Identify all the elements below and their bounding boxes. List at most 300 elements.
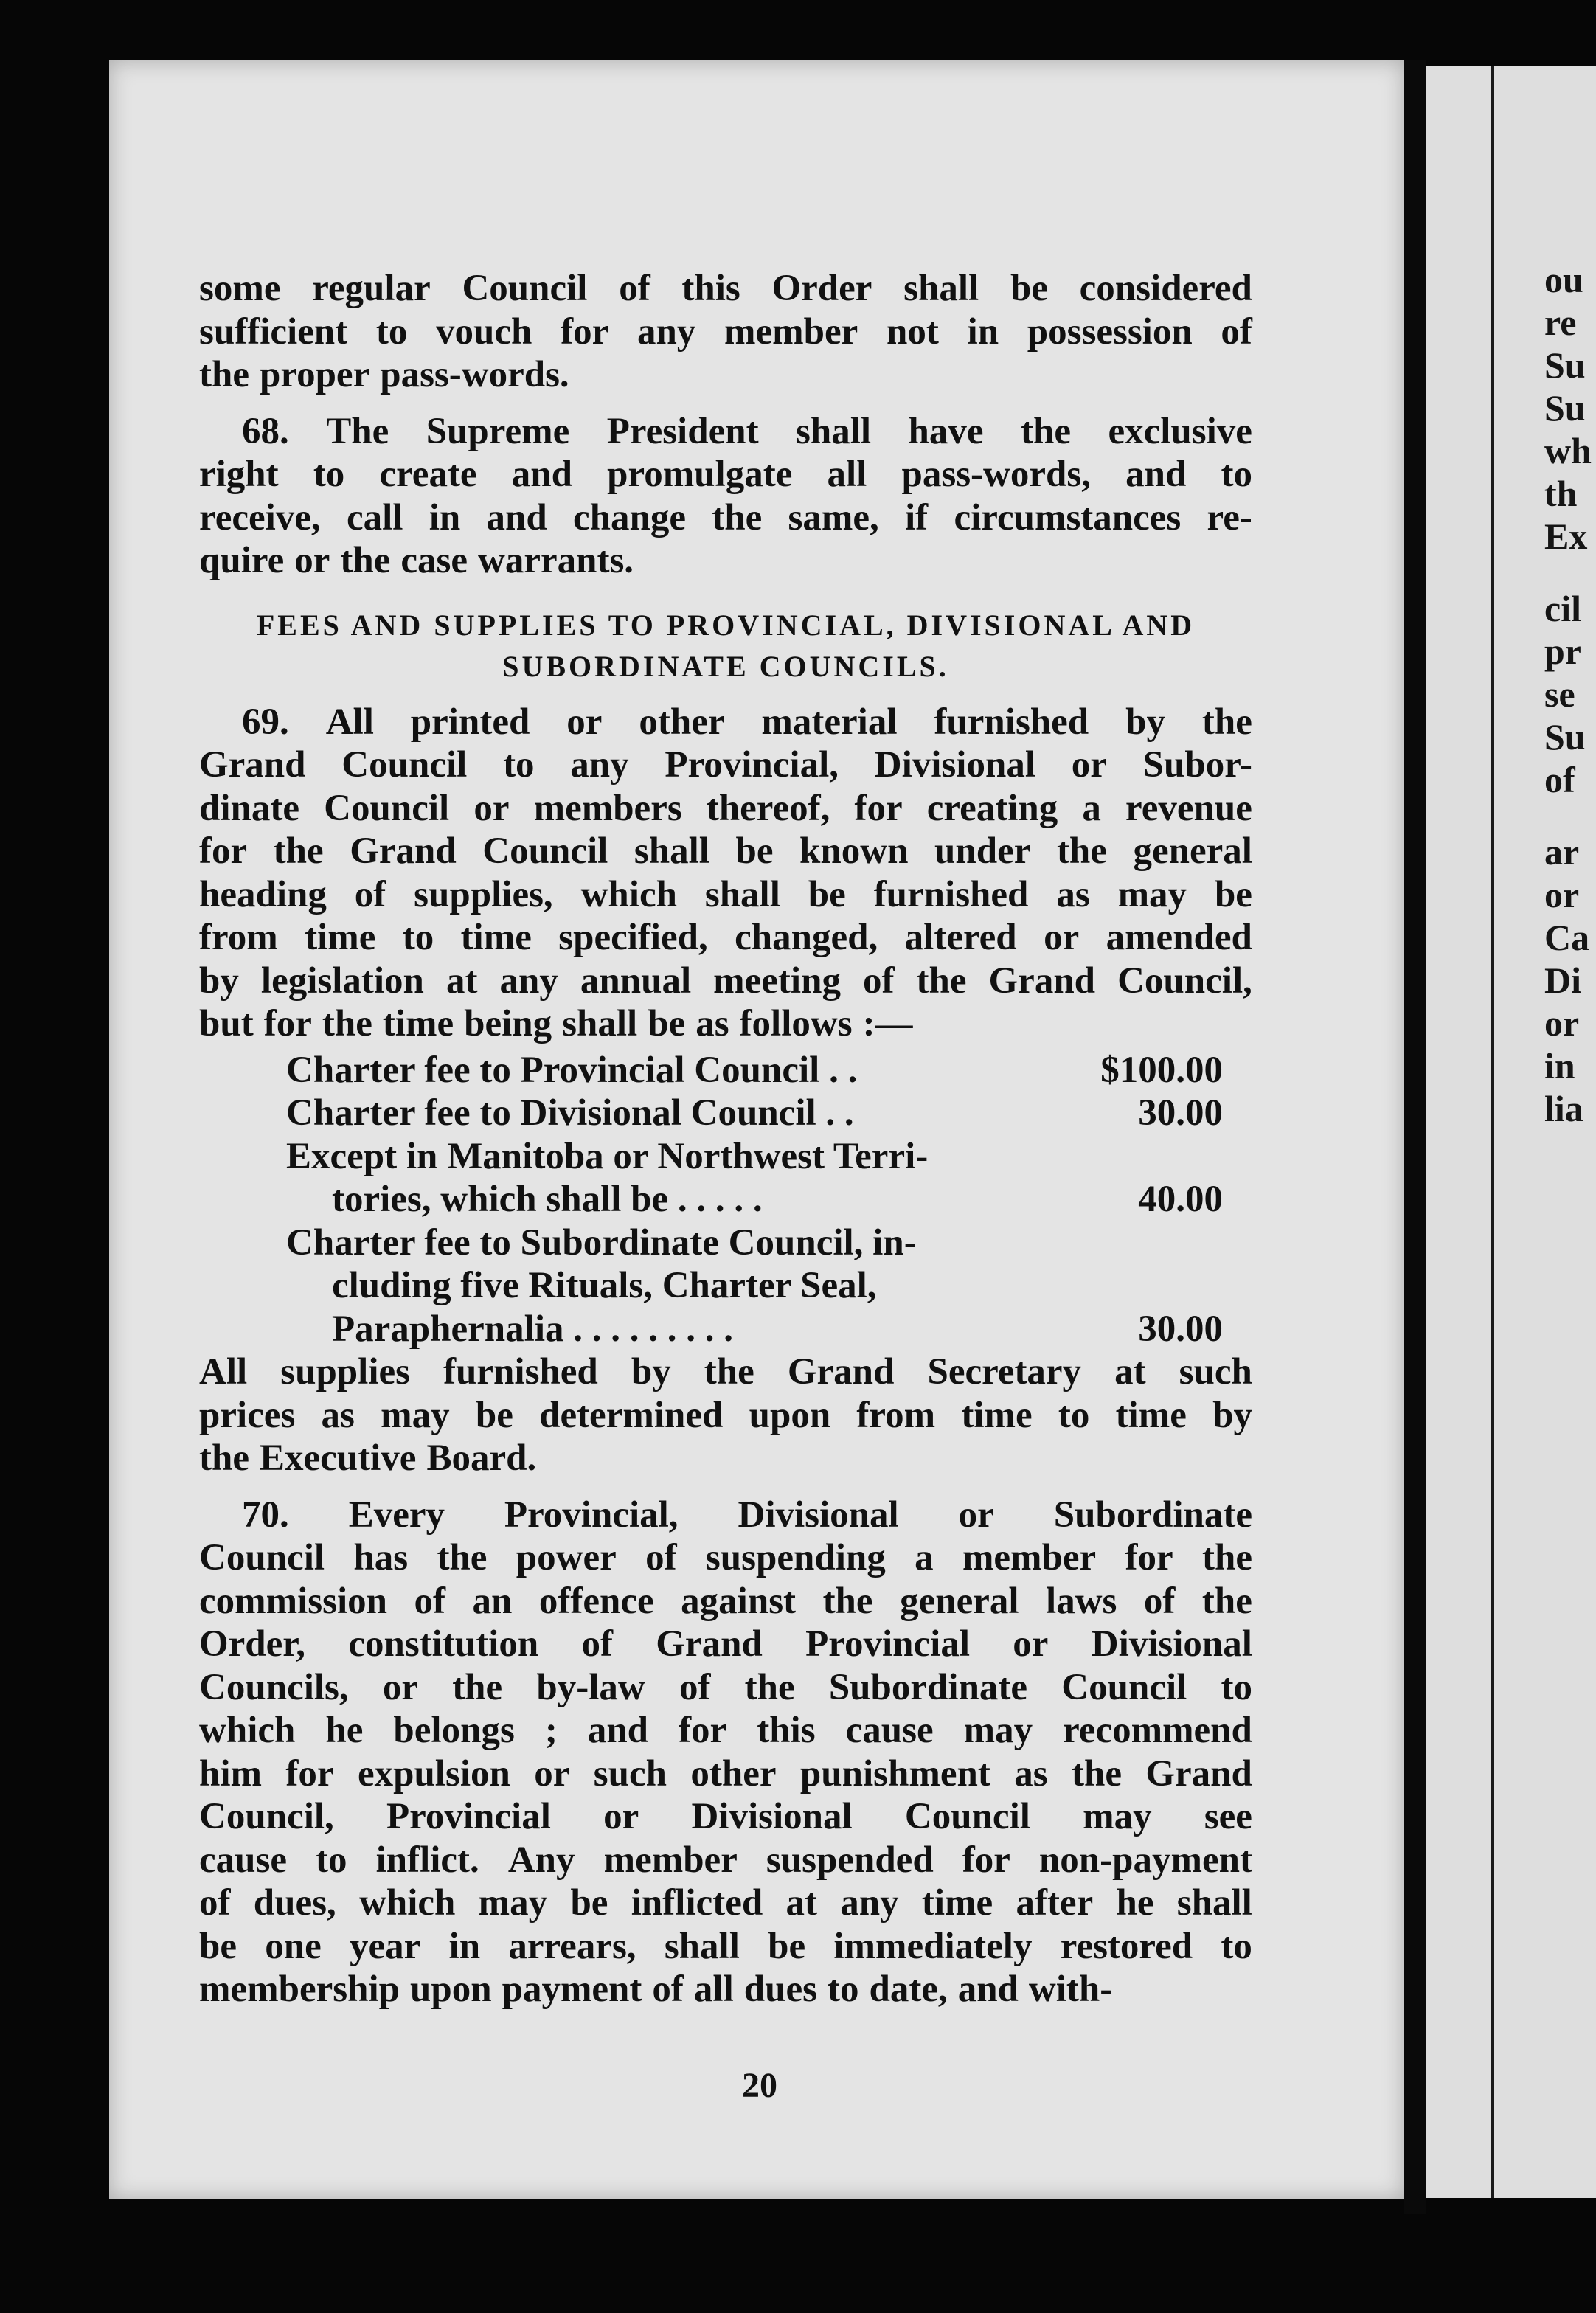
word: from — [199, 917, 278, 958]
text-line — [199, 1350, 1252, 1394]
text-line — [199, 701, 1252, 744]
word: in — [429, 496, 461, 538]
word: of — [414, 1580, 445, 1622]
word: Council — [324, 787, 450, 829]
word: ; — [544, 1710, 558, 1751]
word: be — [1010, 268, 1048, 309]
word: one — [265, 1925, 322, 1967]
word: for — [561, 311, 609, 353]
fee-amount: 30.00 — [1138, 1308, 1223, 1350]
word: or — [1013, 1623, 1049, 1665]
adjacent-page-fragment: Di — [1544, 960, 1581, 1001]
word: promulgate — [607, 454, 793, 495]
text-line — [199, 267, 1252, 311]
word: or — [958, 1494, 994, 1536]
text-line — [199, 743, 1252, 787]
word: Grand — [988, 960, 1096, 1002]
word: determined — [539, 1394, 724, 1436]
word: as — [695, 1003, 729, 1044]
section-70 — [199, 1494, 1252, 2011]
word: thereof, — [706, 787, 830, 829]
word: be — [475, 1394, 513, 1436]
word: call — [346, 496, 403, 538]
word: see — [1204, 1796, 1252, 1837]
word: follows — [739, 1003, 853, 1044]
adjacent-page-fragment: th — [1544, 473, 1578, 514]
word: Provincial — [805, 1623, 970, 1665]
adjacent-page-fragment: pr — [1544, 631, 1581, 672]
word: recommend — [1063, 1710, 1252, 1751]
word: Subor- — [1142, 744, 1252, 786]
word: All — [325, 701, 374, 743]
page-number: 20 — [742, 2066, 777, 2105]
word: a — [1082, 787, 1101, 829]
section-heading-line-1: FEES AND SUPPLIES TO PROVINCIAL, DIVISIONAL AND — [256, 608, 1196, 642]
word: the — [1202, 1537, 1252, 1578]
text-line — [199, 1882, 1252, 1925]
word: Grand — [787, 1351, 895, 1393]
word: receive, — [199, 496, 321, 538]
word: in — [448, 1925, 481, 1967]
word: of — [652, 1969, 684, 2010]
word: other — [690, 1752, 777, 1794]
word: 68. — [242, 410, 289, 452]
word: case — [400, 540, 468, 581]
word: Executive — [259, 1438, 417, 1479]
word: Provincial, — [504, 1494, 679, 1536]
word: belongs — [393, 1710, 515, 1751]
word: pass-words. — [380, 354, 569, 395]
word: to — [402, 917, 434, 958]
word: not — [886, 311, 939, 353]
word: which — [359, 1882, 456, 1924]
word: circumstances — [954, 496, 1182, 538]
word: he — [325, 1710, 364, 1751]
word: to — [827, 1969, 859, 2010]
text-line — [199, 1795, 1252, 1839]
page-text — [199, 267, 1252, 2011]
text-line — [199, 453, 1252, 496]
word: Every — [348, 1494, 445, 1536]
word: meeting — [713, 960, 841, 1002]
word: time — [460, 917, 532, 958]
word: by-law — [536, 1666, 645, 1708]
word: Council, — [199, 1796, 334, 1837]
word: such — [593, 1752, 667, 1794]
word: all — [827, 454, 867, 495]
word: be — [1214, 873, 1252, 915]
word: Supreme — [426, 410, 570, 452]
word: be — [570, 1882, 608, 1924]
word: time — [961, 1394, 1033, 1436]
adjacent-page-fragment: ou — [1544, 259, 1583, 300]
word: against — [681, 1580, 797, 1622]
word: 70. — [242, 1494, 289, 1536]
word: printed — [410, 701, 530, 743]
text-line — [199, 1580, 1252, 1623]
fee-amount: 30.00 — [1138, 1092, 1223, 1134]
fee-row — [286, 1264, 1223, 1308]
word: shall — [664, 1925, 740, 1967]
word: or — [534, 1752, 570, 1794]
word: time — [382, 1003, 454, 1044]
word: to — [1221, 1925, 1252, 1967]
word: may — [478, 1882, 548, 1924]
adjacent-page — [1426, 66, 1596, 2198]
word: be — [199, 1925, 237, 1967]
word: general — [1133, 830, 1252, 872]
word: arrears, — [508, 1925, 636, 1967]
word: possession — [1027, 311, 1193, 353]
text-line — [199, 873, 1252, 917]
word: he — [1116, 1882, 1154, 1924]
adjacent-page-fragment: ar — [1544, 831, 1580, 873]
page-edge — [1491, 66, 1494, 2198]
word: offence — [538, 1580, 654, 1622]
word: furnished — [443, 1351, 598, 1393]
word: the — [1201, 1580, 1252, 1622]
word: supplies — [280, 1351, 410, 1393]
word: proper — [259, 354, 370, 395]
word: or — [603, 1796, 639, 1837]
word: heading — [199, 873, 327, 915]
word: Order — [771, 268, 872, 309]
word: general — [900, 1580, 1019, 1622]
text-line — [199, 539, 1252, 583]
word: this — [757, 1710, 816, 1751]
word: the — [1201, 701, 1252, 743]
word: pass-words, — [901, 454, 1091, 495]
word: of — [1221, 311, 1252, 353]
word: dinate — [199, 787, 300, 829]
word: all — [693, 1969, 734, 2010]
word: after — [1016, 1882, 1094, 1924]
word: or — [566, 701, 603, 743]
word: Grand — [199, 744, 306, 786]
word: any — [840, 1882, 899, 1924]
word: if — [905, 496, 929, 538]
word: the — [322, 1003, 372, 1044]
word: or — [294, 540, 330, 581]
word: any — [499, 960, 558, 1002]
word: vouch — [436, 311, 532, 353]
word: Secretary — [927, 1351, 1082, 1393]
word: member — [962, 1537, 1097, 1578]
word: of — [199, 1882, 231, 1924]
adjacent-page-fragment: or — [1544, 874, 1580, 915]
word: Provincial, — [665, 744, 839, 786]
word: quire — [199, 540, 285, 581]
word: but — [199, 1003, 254, 1044]
word: furnished — [873, 873, 1029, 915]
word: date, — [869, 1969, 948, 2010]
fee-amount — [1075, 1221, 1223, 1265]
word: Board. — [426, 1438, 537, 1479]
adjacent-page-fragment: Ca — [1544, 917, 1590, 958]
adjacent-page-fragment: Su — [1544, 344, 1586, 386]
word: to — [1221, 1666, 1252, 1708]
text-line — [199, 1839, 1252, 1882]
word: or — [1044, 917, 1080, 958]
word: the — [273, 830, 324, 872]
text-line — [199, 1494, 1252, 1537]
word: upon — [749, 1394, 831, 1436]
word: :— — [862, 1003, 913, 1044]
word: at — [785, 1882, 817, 1924]
word: Any — [507, 1839, 575, 1881]
word: or — [382, 1666, 418, 1708]
word: to — [316, 1839, 347, 1881]
book-gutter — [1404, 60, 1426, 2214]
word: Council — [904, 1796, 1030, 1837]
word: of — [862, 960, 895, 1002]
adjacent-page-text — [1544, 258, 1592, 1130]
word: to — [375, 311, 408, 353]
adjacent-page-fragment: or — [1544, 1002, 1580, 1044]
word: the — [1072, 1752, 1122, 1794]
word: Council — [462, 268, 588, 309]
word: change — [573, 496, 687, 538]
word: time — [921, 1882, 993, 1924]
section-68 — [199, 410, 1252, 583]
text-line — [199, 1394, 1252, 1438]
word: of — [354, 873, 386, 915]
fee-amount — [1075, 1264, 1223, 1308]
word: creating — [926, 787, 1058, 829]
word: members — [533, 787, 682, 829]
adjacent-page-fragment: of — [1544, 759, 1575, 800]
word: the — [712, 496, 763, 538]
word: from — [856, 1394, 936, 1436]
word: as — [1056, 873, 1090, 915]
text-line — [199, 311, 1252, 354]
word: prices — [199, 1394, 296, 1436]
word: and — [511, 454, 572, 495]
word: to — [313, 454, 345, 495]
word: cause — [199, 1839, 287, 1881]
word: year — [350, 1925, 421, 1967]
word: any — [636, 311, 696, 353]
text-line — [199, 960, 1252, 1003]
word: time — [305, 917, 376, 958]
word: under — [934, 830, 1031, 872]
word: payment — [502, 1969, 642, 2010]
word: the — [744, 1666, 795, 1708]
word: altered — [904, 917, 1017, 958]
word: or — [473, 787, 510, 829]
adjacent-page-fragment — [1544, 801, 1592, 830]
word: to — [1221, 454, 1252, 495]
word: the — [340, 540, 391, 581]
word: All — [199, 1351, 248, 1393]
word: for — [1125, 1537, 1173, 1578]
word: may — [963, 1710, 1033, 1751]
word: being — [464, 1003, 552, 1044]
word: dues, — [253, 1882, 336, 1924]
word: for — [263, 1003, 312, 1044]
word: restored — [1060, 1925, 1193, 1967]
word: Grand — [1145, 1752, 1252, 1794]
word: expulsion — [357, 1752, 510, 1794]
fee-label: Except in Manitoba or Northwest Terri- — [286, 1135, 929, 1177]
word: specified, — [558, 917, 708, 958]
word: warrants. — [478, 540, 634, 581]
word: commission — [199, 1580, 387, 1622]
text-line — [199, 1968, 1252, 2011]
word: in — [967, 311, 999, 353]
word: by — [1212, 1394, 1252, 1436]
word: such — [1179, 1351, 1252, 1393]
word: constitution — [348, 1623, 539, 1665]
word: inflicted — [631, 1882, 763, 1924]
word: Divisional — [691, 1796, 853, 1837]
section-heading-line-2: SUBORDINATE COUNCILS. — [502, 649, 949, 683]
word: may — [1083, 1796, 1152, 1837]
word: shall — [903, 268, 979, 309]
word: dues — [743, 1969, 817, 2010]
word: annual — [580, 960, 692, 1002]
fee-row — [286, 1308, 1223, 1351]
word: be — [808, 873, 846, 915]
adjacent-page-fragment: Su — [1544, 387, 1586, 429]
word: shall — [634, 830, 709, 872]
adjacent-page-fragment: Ex — [1544, 516, 1588, 557]
word: as — [1014, 1752, 1048, 1794]
word: the — [199, 354, 249, 395]
word: punishment — [799, 1752, 990, 1794]
word: Councils, — [199, 1666, 349, 1708]
word: Divisional — [1091, 1623, 1252, 1665]
word: be — [768, 1925, 806, 1967]
fee-label: Charter fee to Divisional Council . . — [286, 1092, 854, 1134]
fee-row — [286, 1049, 1223, 1092]
fee-row — [286, 1092, 1223, 1135]
word: the — [1021, 410, 1071, 452]
word: considered — [1079, 268, 1252, 309]
word: and — [587, 1710, 649, 1751]
word: suspending — [705, 1537, 886, 1578]
word: 69. — [242, 701, 289, 743]
fee-amount: 40.00 — [1138, 1179, 1223, 1220]
word: Grand — [350, 830, 457, 872]
word: supplies, — [414, 873, 553, 915]
word: of — [645, 1537, 677, 1578]
word: non-payment — [1038, 1839, 1252, 1881]
word: Subordinate — [828, 1666, 1028, 1708]
word: has — [353, 1537, 409, 1578]
word: by — [199, 960, 239, 1002]
word: Divisional — [738, 1494, 899, 1536]
fee-label: tories, which shall be . . . . . — [332, 1179, 763, 1220]
text-line — [199, 1623, 1252, 1666]
word: changed, — [735, 917, 878, 958]
word: create — [379, 454, 477, 495]
word: right — [199, 454, 279, 495]
word: shall — [704, 873, 780, 915]
word: shall — [562, 1003, 638, 1044]
word: suspended — [766, 1839, 934, 1881]
word: Council — [341, 744, 468, 786]
word: which — [199, 1710, 296, 1751]
word: time — [1115, 1394, 1187, 1436]
word: any — [570, 744, 629, 786]
fee-label: Paraphernalia . . . . . . . . . — [332, 1308, 733, 1350]
word: the — [916, 960, 967, 1002]
word: a — [915, 1537, 934, 1578]
word: amended — [1106, 917, 1252, 958]
word: inflict. — [375, 1839, 479, 1881]
word: have — [908, 410, 984, 452]
word: sufficient — [199, 311, 348, 353]
word: this — [681, 268, 740, 309]
text-line — [199, 916, 1252, 960]
word: regular — [312, 268, 431, 309]
word: furnished — [934, 701, 1089, 743]
text-line — [199, 1709, 1252, 1752]
word: may — [1117, 873, 1187, 915]
word: the — [199, 1438, 249, 1479]
word: material — [761, 701, 898, 743]
word: upon — [409, 1969, 492, 2010]
text-line — [199, 1925, 1252, 1969]
adjacent-page-fragment — [1544, 558, 1592, 587]
word: which — [580, 873, 677, 915]
word: for — [199, 830, 248, 872]
word: and — [1125, 454, 1187, 495]
word: Council — [1061, 1666, 1187, 1708]
adjacent-page-fragment: se — [1544, 673, 1575, 715]
word: at — [1114, 1351, 1146, 1393]
word: member — [724, 311, 858, 353]
word: shall — [796, 410, 872, 452]
word: by — [1125, 701, 1165, 743]
text-line — [199, 830, 1252, 873]
text-line — [199, 787, 1252, 830]
word: the — [822, 1580, 873, 1622]
word: or — [1071, 744, 1107, 786]
word: Divisional — [874, 744, 1035, 786]
fee-row — [286, 1135, 1223, 1179]
word: Council — [199, 1537, 325, 1578]
word: Council — [482, 830, 608, 872]
word: for — [285, 1752, 334, 1794]
word: of — [679, 1666, 711, 1708]
word: re- — [1207, 496, 1252, 538]
word: member — [603, 1839, 738, 1881]
word: at — [445, 960, 478, 1002]
word: with- — [1028, 1969, 1113, 2010]
word: him — [199, 1752, 263, 1794]
word: known — [799, 830, 909, 872]
adjacent-page-fragment: wh — [1544, 430, 1592, 471]
word: Council, — [1117, 960, 1252, 1002]
supplies-paragraph — [199, 1350, 1252, 1480]
word: the — [1056, 830, 1107, 872]
adjacent-page-fragment: lia — [1544, 1088, 1583, 1129]
word: and — [957, 1969, 1019, 2010]
adjacent-page-fragment: in — [1544, 1045, 1575, 1086]
text-line — [199, 1437, 1252, 1480]
word: Subordinate — [1053, 1494, 1252, 1536]
word: may — [381, 1394, 450, 1436]
word: President — [606, 410, 759, 452]
word: membership — [199, 1969, 400, 2010]
fee-amount: $100.00 — [1100, 1049, 1223, 1091]
word: be — [648, 1003, 686, 1044]
word: to — [503, 744, 535, 786]
word: immediately — [833, 1925, 1033, 1967]
section-69 — [199, 701, 1252, 1046]
